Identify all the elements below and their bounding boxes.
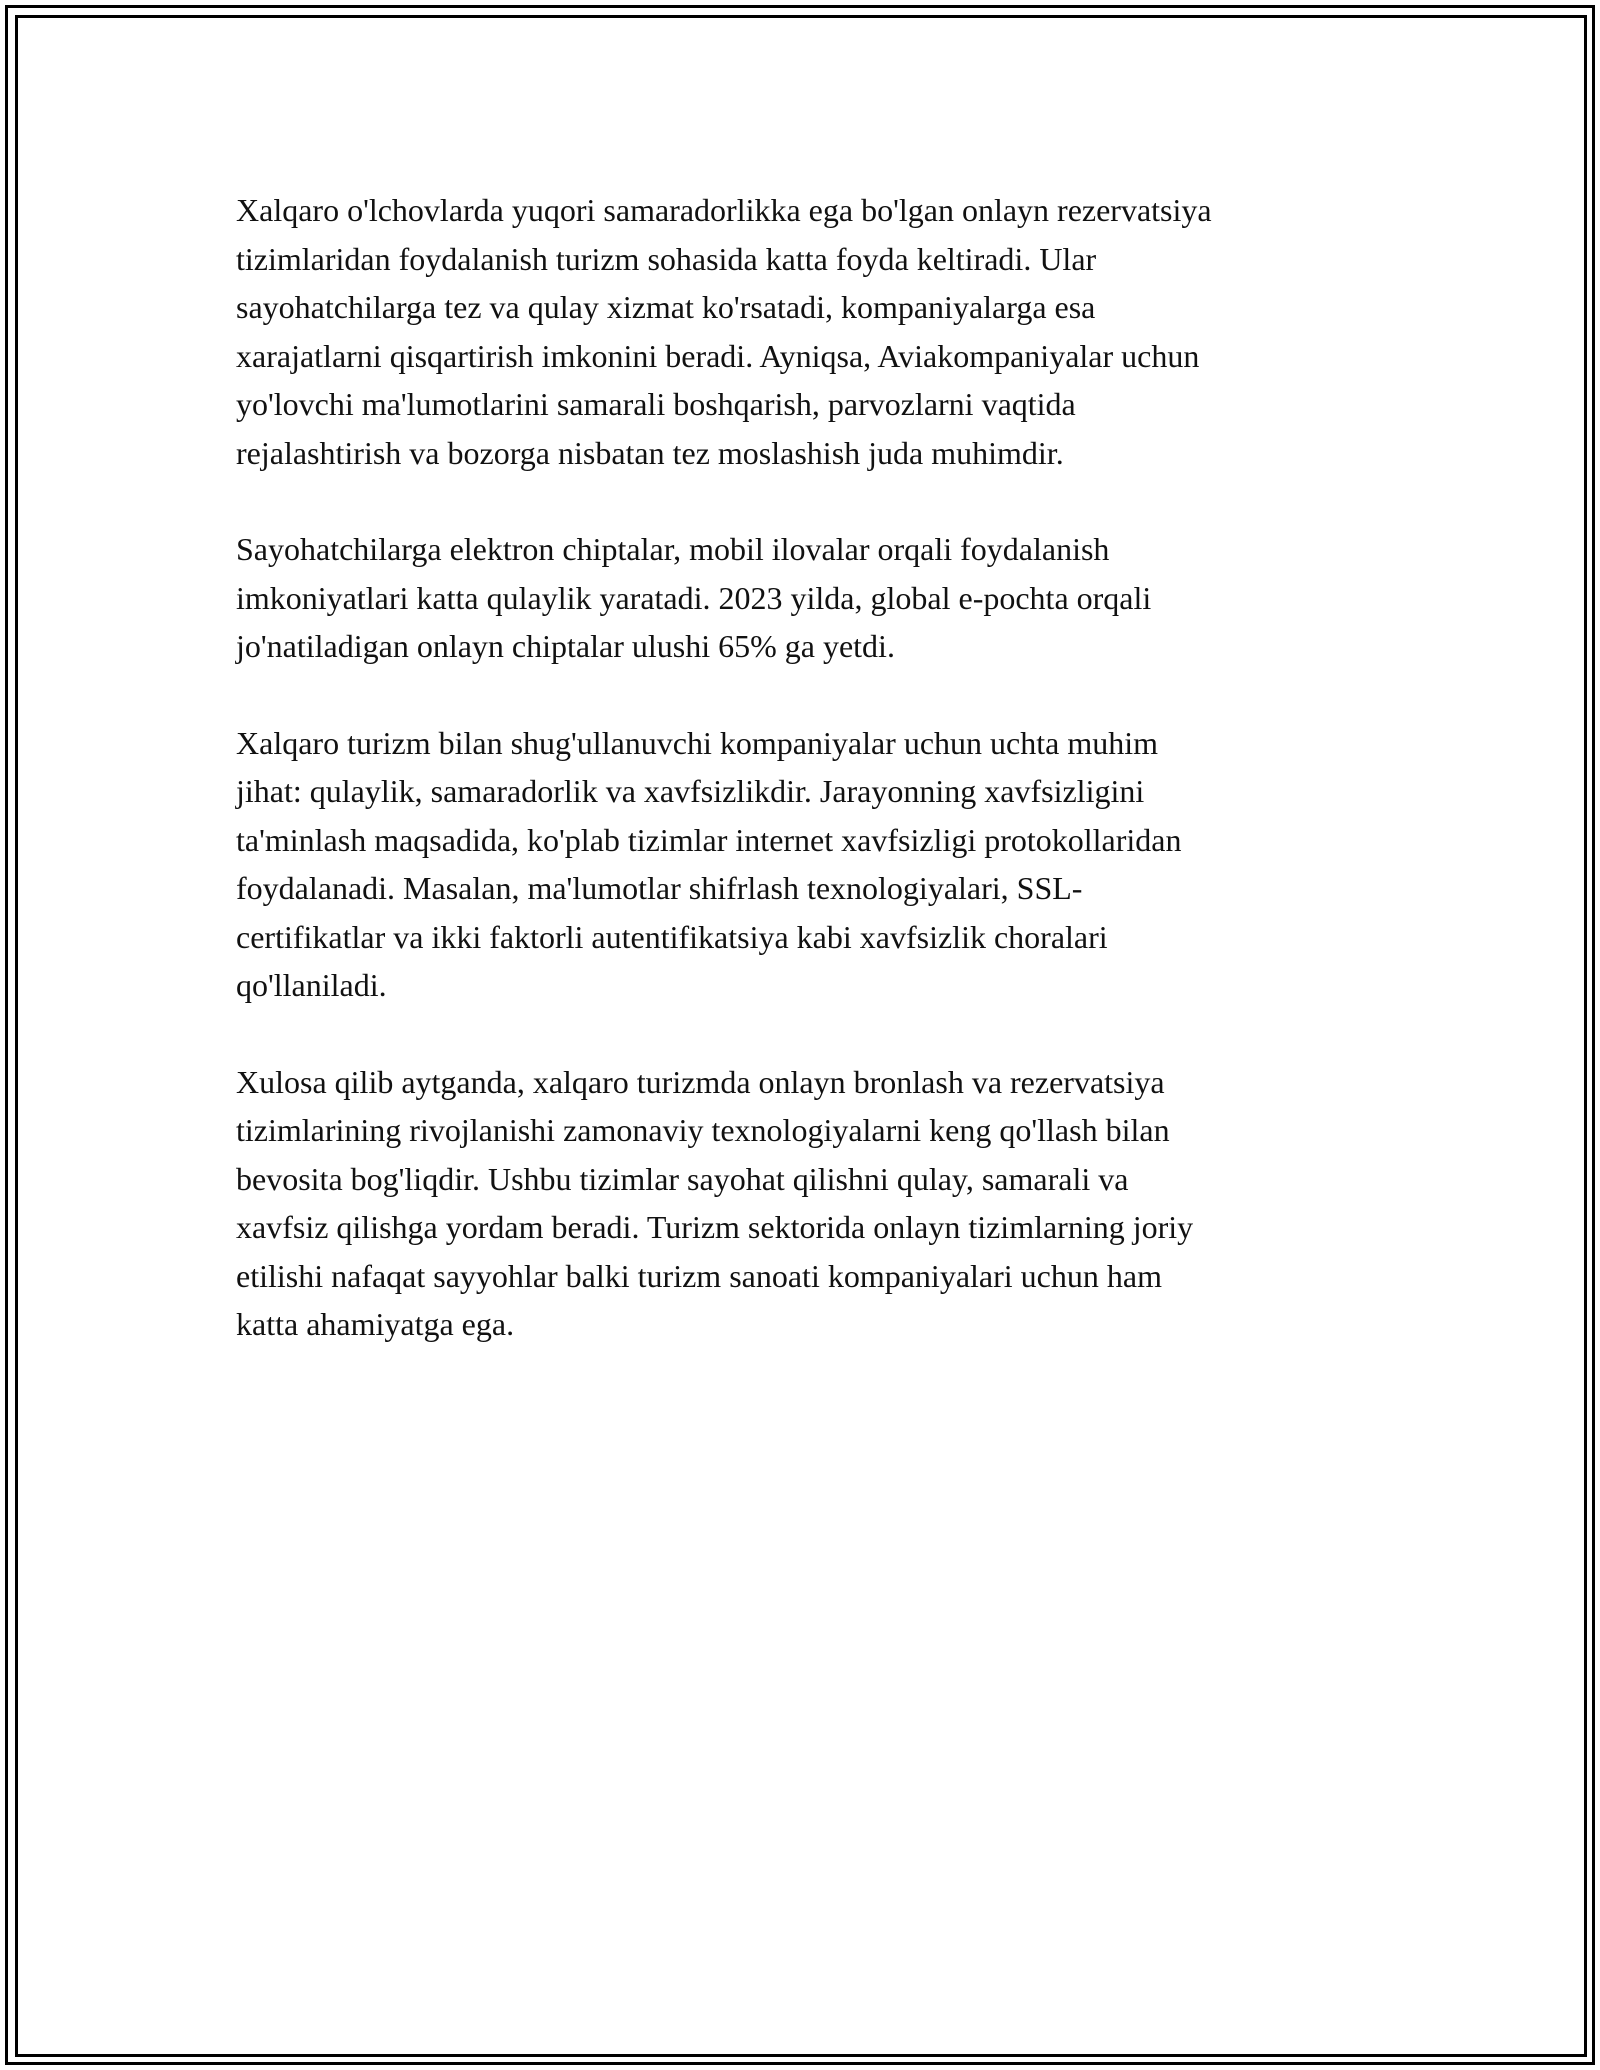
paragraph-4: Xulosa qilib aytganda, xalqaro turizmda onlayn bronlash va rezervatsiya tizimlarining rivojlanishi zamonaviy texnologiyalarni keng qo'llash bilan bevosita bog'liqdir. Ushbu tizimlar sayohat qilishni qulay, samarali va xavfsiz qilishga yordam beradi. Turizm sektorida onlayn tizimlarning joriy etilishi nafaqat sayyohlar balki turizm sanoati kompaniyalari uchun ham katta ahamiyatga ega. [236, 1063, 1194, 1342]
paragraph-1: Xalqaro o'lchovlarda yuqori samaradorlikka ega bo'lgan onlayn rezervatsiya tizimlaridan foydalanish turizm sohasida katta foyda keltiradi. Ular sayohatchilarga tez va qulay xizmat ko'rsatadi, kompaniyalarga esa xarajatlarni qisqartirish imkonini beradi. Ayniqsa, Aviakompaniyalar uchun yo'lovchi ma'lumotlarini samarali boshqarish, parvozlarni vaqtida rejalashtirish va bozorga nisbatan tez moslashish juda muhimdir. [236, 192, 1212, 471]
paragraph-2: Sayohatchilarga elektron chiptalar, mobil ilovalar orqali foydalanish imkoniyatlari katta qulaylik yaratadi. 2023 yilda, global e-pochta orqali jo'natiladigan onlayn chiptalar ulushi 65% ga yetdi. [236, 531, 1152, 664]
paragraph-3: Xalqaro turizm bilan shug'ullanuvchi kompaniyalar uchun uchta muhim jihat: qulaylik, samaradorlik va xavfsizlikdir. Jarayonning xavfsizligini ta'minlash maqsadida, ko'plab tizimlar internet xavfsizligi protokollaridan foydalanadi. Masalan, ma'lumotlar shifrlash texnologiyalari, SSL- certifikatlar va ikki faktorli autentifikatsiya kabi xavfsizlik choralari qo'llaniladi. [236, 724, 1182, 1003]
document-body [236, 186, 1364, 1397]
